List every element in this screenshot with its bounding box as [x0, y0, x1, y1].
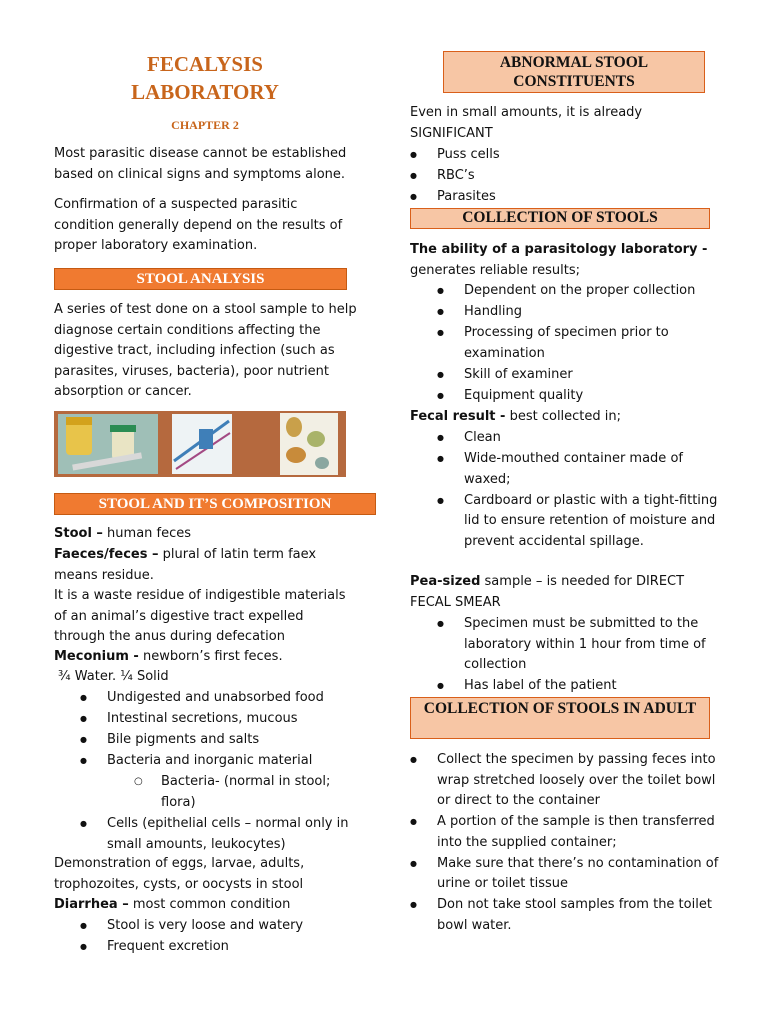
faeces-term: Faeces/feces –	[54, 547, 159, 562]
list-item: ○ Bacteria- (normal in stool; flora)	[134, 772, 354, 813]
collection-list	[437, 281, 722, 406]
cells-list	[80, 814, 365, 855]
list-item: ● Don not take stool samples from the toilet bowl water.	[410, 895, 722, 936]
list-item: ● Processing of specimen prior to examination	[437, 323, 722, 364]
stool-definition	[54, 524, 364, 545]
list-item: ● Wide-mouthed container made of waxed;	[437, 449, 722, 490]
faeces-definition	[54, 545, 354, 586]
stool-analysis-text: A series of test done on a stool sample to help diagnose certain conditions affecting the digestive tract, including infection (such as parasites, viruses, bacteria), poor nutrient absorption or cancer.	[54, 302, 357, 399]
diarrhea-term: Diarrhea –	[54, 897, 129, 912]
composition-list	[80, 688, 360, 772]
adult-heading: COLLECTION OF STOOLS IN ADULT	[410, 697, 710, 739]
collection-heading: COLLECTION OF STOOLS	[410, 208, 710, 229]
list-item: ● Skill of examiner	[437, 365, 722, 386]
water-solid-ratio: ¾ Water. ¼ Solid	[58, 669, 169, 684]
list-item: ● RBC’s	[410, 166, 710, 187]
fecal-list	[437, 428, 722, 552]
pea-bold: Pea-sized	[410, 574, 481, 589]
pea-sized-text	[410, 572, 720, 613]
meconium-definition	[54, 647, 364, 668]
list-item: ● Bile pigments and salts	[80, 730, 360, 751]
list-item: ● Intestinal secretions, mucous	[80, 709, 360, 730]
adult-list	[410, 750, 722, 936]
list-item: ● Frequent excretion	[80, 937, 360, 958]
chapter-label: CHAPTER 2	[171, 118, 239, 132]
intro-paragraph-2: Confirmation of a suspected parasitic condition generally depend on the results of proper laboratory examination.	[54, 197, 343, 253]
list-item: ● Parasites	[410, 187, 710, 208]
list-item: ● Clean	[437, 428, 722, 449]
fecal-rest: best collected in;	[505, 409, 622, 424]
waste-description: It is a waste residue of indigestible materials of an animal’s digestive tract expelled through the anus during defecation	[54, 588, 346, 644]
stool-term: Stool –	[54, 526, 103, 541]
meconium-def: newborn’s first feces.	[138, 649, 283, 664]
diarrhea-definition	[54, 895, 364, 916]
pea-list	[437, 614, 722, 697]
title-line-2: LABORATORY	[131, 80, 279, 104]
list-item: ● Equipment quality	[437, 386, 722, 407]
abnormal-text: Even in small amounts, it is already SIGNIFICANT	[410, 105, 643, 141]
ability-rest: generates reliable results;	[410, 262, 580, 278]
list-item: ● Puss cells	[410, 145, 710, 166]
ability-bold: The ability of a parasitology laboratory -	[410, 242, 708, 257]
list-item: ● Cardboard or plastic with a tight-fitting lid to ensure retention of moisture and prevent accidental spillage.	[437, 491, 722, 553]
abnormal-list	[410, 145, 710, 208]
list-item: ● Undigested and unabsorbed food	[80, 688, 360, 709]
list-item: ● Cells (epithelial cells – normal only in small amounts, leukocytes)	[80, 814, 365, 855]
stool-sample-photo	[54, 411, 346, 477]
list-item: ● Bacteria and inorganic material	[80, 751, 360, 772]
list-item: ● Handling	[437, 302, 722, 323]
demonstration-text: Demonstration of eggs, larvae, adults, trophozoites, cysts, or oocysts in stool	[54, 856, 305, 892]
composition-heading: STOOL AND IT’S COMPOSITION	[54, 493, 376, 515]
intro-paragraph-1: Most parasitic disease cannot be established based on clinical signs and symptoms alone.	[54, 146, 347, 182]
diarrhea-def: most common condition	[128, 897, 291, 912]
list-item: ● Specimen must be submitted to the laboratory within 1 hour from time of collection	[437, 614, 722, 676]
meconium-term: Meconium -	[54, 649, 139, 664]
bacteria-sublist	[134, 772, 354, 813]
stool-def: human feces	[102, 526, 192, 541]
abnormal-heading: ABNORMAL STOOL CONSTITUENTS	[443, 51, 705, 93]
diarrhea-list	[80, 916, 360, 957]
list-item: ● Stool is very loose and watery	[80, 916, 360, 937]
ability-text	[410, 240, 720, 281]
pea-rest: sample – is needed for DIRECT FECAL SMEAR	[410, 574, 685, 610]
title-line-1: FECALYSIS	[147, 52, 263, 76]
stool-analysis-heading: STOOL ANALYSIS	[54, 268, 347, 290]
list-item: ● A portion of the sample is then transferred into the supplied container;	[410, 812, 722, 853]
list-item: ● Has label of the patient	[437, 676, 722, 697]
list-item: ● Dependent on the proper collection	[437, 281, 722, 302]
list-item: ● Collect the specimen by passing feces into wrap stretched loosely over the toilet bowl or direct to the container	[410, 750, 722, 812]
faeces-def: plural of latin term faex means residue.	[54, 547, 317, 583]
fecal-result-text	[410, 407, 720, 428]
list-item: ● Make sure that there’s no contamination of urine or toilet tissue	[410, 854, 722, 895]
fecal-bold: Fecal result -	[410, 409, 506, 424]
